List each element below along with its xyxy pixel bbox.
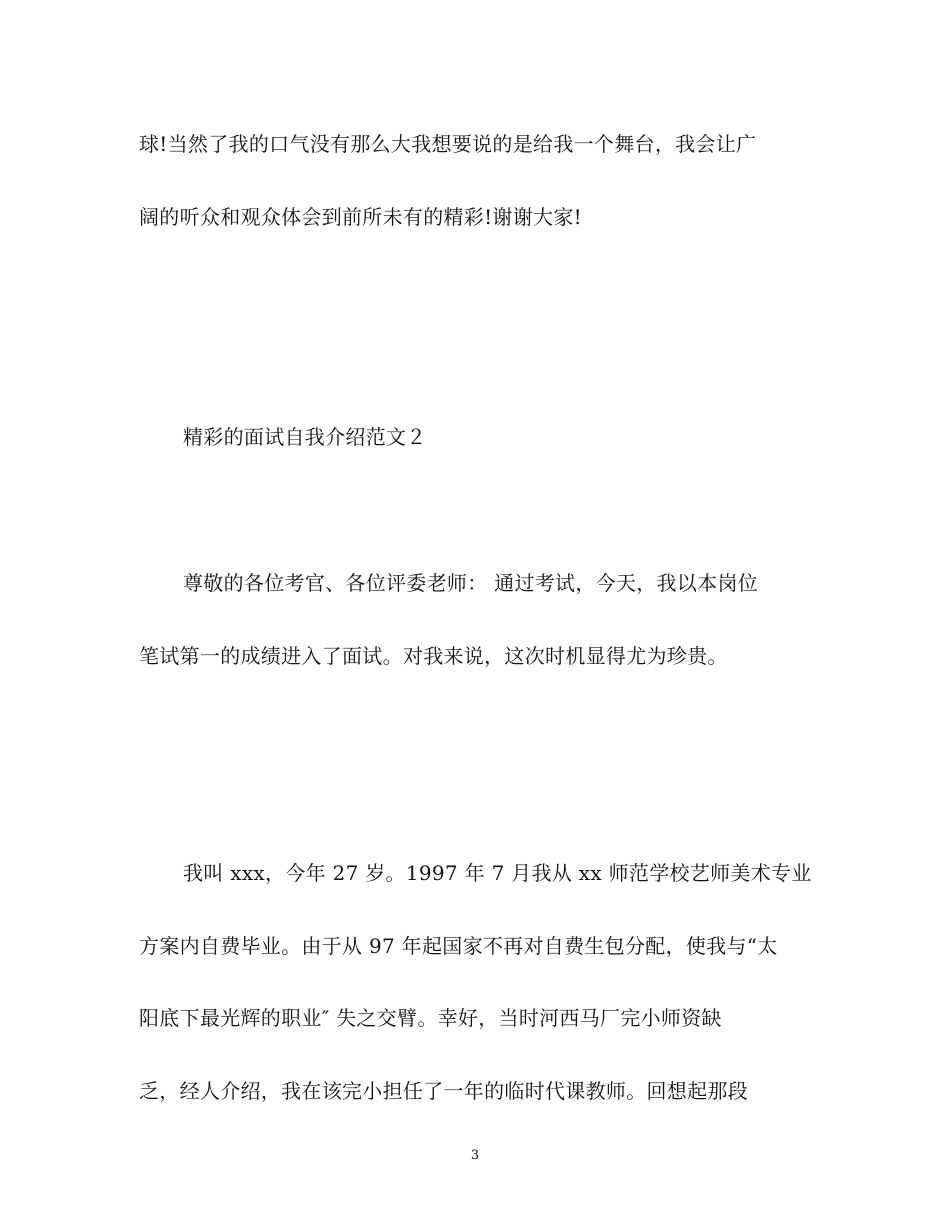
text-line: 我叫 xxx，今年 27 岁。1997 年 7 月我从 xx 师范学校艺师美术专业 — [183, 861, 812, 885]
text-line: 方案内自费毕业。由于从 97 年起国家不再对自费生包分配，使我与“太 — [139, 934, 778, 958]
text-line: 尊敬的各位考官、各位评委老师： 通过考试，今天，我以本岗位 — [183, 571, 759, 595]
text-line: 阔的听众和观众体会到前所未有的精彩!谢谢大家! — [139, 205, 582, 229]
text-line: 阳底下最光辉的职业″ 失之交臂。幸好，当时河西马厂完小师资缺 — [139, 1006, 722, 1030]
page-number: 3 — [470, 1148, 480, 1163]
text-line: 笔试第一的成绩进入了面试。对我来说，这次时机显得尤为珍贵。 — [139, 644, 728, 668]
text-line: 球!当然了我的口气没有那么大我想要说的是给我一个舞台，我会让广 — [139, 132, 757, 156]
text-line: 乏，经人介绍，我在该完小担任了一年的临时代课教师。回想起那段 — [139, 1079, 748, 1103]
section-title: 精彩的面试自我介绍范文２ — [183, 425, 427, 449]
